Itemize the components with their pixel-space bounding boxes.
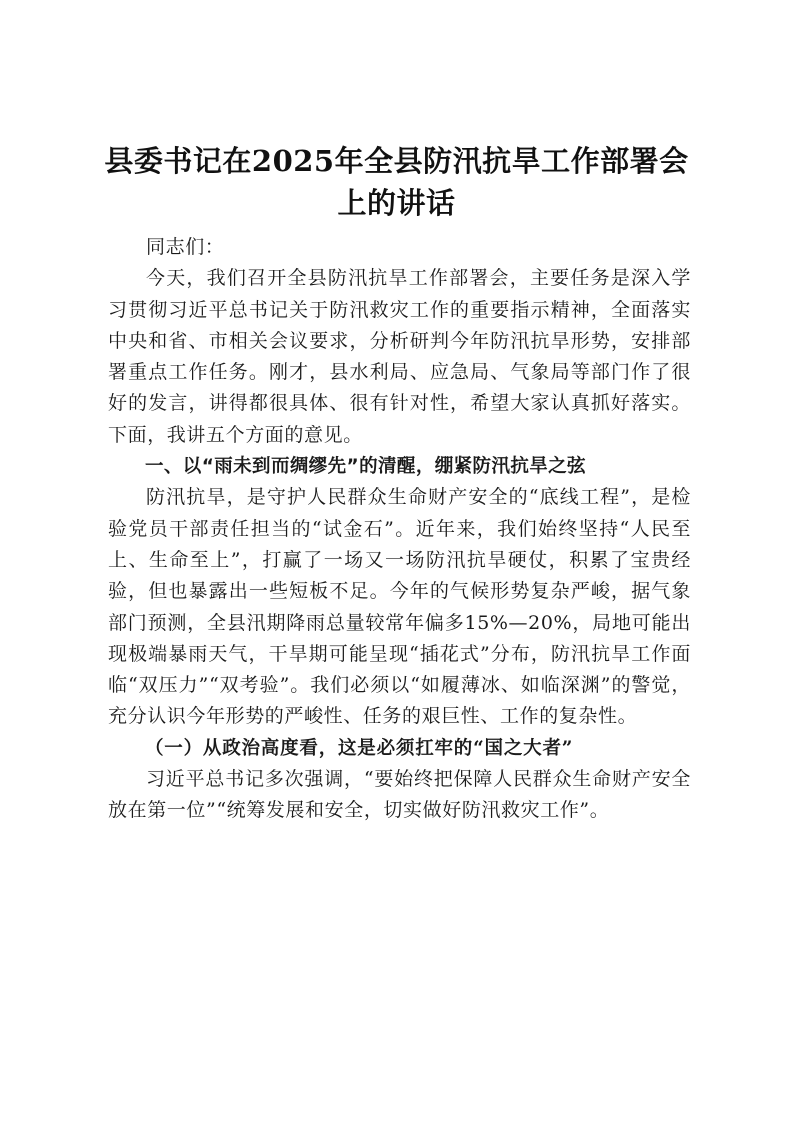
document-body: [108, 232, 691, 827]
section-heading-1: 一、以“雨未到而绸缪先”的清醒，绷紧防汛抗旱之弦: [145, 456, 586, 478]
subsection-1-1-paragraph: 习近平总书记多次强调，“要始终把保障人民群众生命财产安全放在第一位”“统筹发展和安全，切实做好防汛救灾工作”。: [108, 768, 691, 822]
salutation: 同志们：: [146, 236, 225, 258]
intro-paragraph: 今天，我们召开全县防汛抗旱工作部署会，主要任务是深入学习贯彻习近平总书记关于防汛救灾工作的重要指示精神，全面落实中央和省、市相关会议要求，分析研判今年防汛抗旱形势，安排部署重点工作任务。刚才，县水利局、应急局、气象局等部门作了很好的发言，讲得都很具体、很有针对性，希望大家认真抓好落实。下面，我讲五个方面的意见。: [108, 267, 691, 446]
document-title: [80, 140, 713, 224]
title-line-1: 县委书记在2025年全县防汛抗旱工作部署会: [104, 144, 689, 178]
subsection-heading-1-1: （一）从政治高度看，这是必须扛牢的“国之大者”: [145, 737, 574, 759]
section-1-paragraph: 防汛抗旱，是守护人民群众生命财产安全的“底线工程”，是检验党员干部责任担当的“试金石”。近年来，我们始终坚持“人民至上、生命至上”，打赢了一场又一场防汛抗旱硬仗，积累了宝贵经验，但也暴露出一些短板不足。今年的气候形势复杂严峻，据气象部门预测，全县汛期降雨总量较常年偏多15%—20%，局地可能出现极端暴雨天气，干旱期可能呈现“插花式”分布，防汛抗旱工作面临“双压力”“双考验”。我们必须以“如履薄冰、如临深渊”的警觉，充分认识今年形势的严峻性、任务的艰巨性、工作的复杂性。: [108, 486, 691, 728]
title-line-2: 上的讲话: [337, 186, 456, 220]
